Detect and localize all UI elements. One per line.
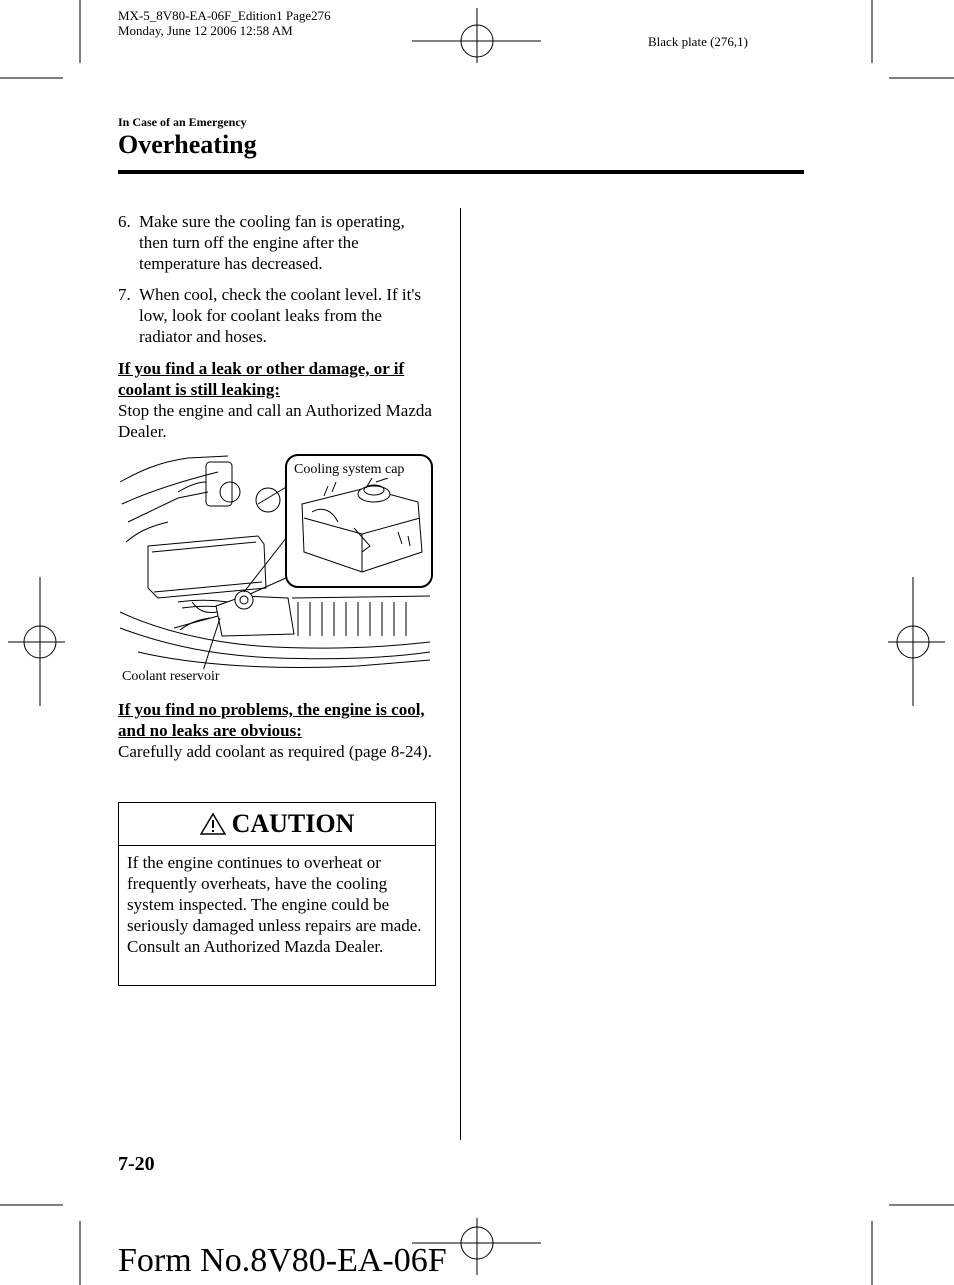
caution-box [118, 802, 436, 986]
no-problems-text: Carefully add coolant as required (page 8-24). [118, 742, 432, 761]
column-divider [460, 208, 461, 1140]
cooling-cap-label: Cooling system cap [294, 462, 405, 477]
steps-list [118, 211, 436, 347]
page-title: Overheating [118, 130, 257, 159]
no-problems-section [118, 699, 438, 762]
list-item [118, 211, 436, 274]
step-text: When cool, check the coolant level. If it's low, look for coolant leaks from the radiator and hoses. [139, 285, 422, 346]
leak-text: Stop the engine and call an Authorized Mazda Dealer. [118, 401, 432, 441]
warning-triangle-icon [200, 812, 226, 836]
form-number: Form No.8V80-EA-06F [118, 1242, 447, 1279]
caution-title: CAUTION [231, 809, 355, 838]
section-label: In Case of an Emergency [118, 115, 247, 129]
slug-line-1: MX-5_8V80-EA-06F_Edition1 Page276 [118, 8, 331, 23]
caution-text: If the engine continues to overheat or frequently overheats, have the cooling system inspected. The engine could be seriously damaged unless repairs are made. Consult an Authorized Mazda Dealer. [127, 853, 422, 956]
slug-line-2: Monday, June 12 2006 12:58 AM [118, 23, 293, 38]
caution-header [119, 803, 435, 846]
leak-heading: If you find a leak or other damage, or if coolant is still leaking: [118, 359, 405, 399]
leak-section [118, 358, 438, 442]
title-rule [118, 170, 804, 174]
no-problems-heading: If you find no problems, the engine is cool, and no leaks are obvious: [118, 700, 425, 740]
step-number: 7. [118, 285, 131, 304]
page-number: 7-20 [118, 1153, 155, 1175]
step-text: Make sure the cooling fan is operating, then turn off the engine after the temperature has decreased. [139, 212, 405, 273]
coolant-reservoir-label: Coolant reservoir [122, 669, 220, 684]
slug-block [118, 8, 331, 38]
list-item [118, 284, 436, 347]
plate-label: Black plate (276,1) [648, 34, 748, 49]
engine-illustration [118, 452, 436, 692]
engine-figure [118, 452, 436, 692]
step-number: 6. [118, 212, 131, 231]
